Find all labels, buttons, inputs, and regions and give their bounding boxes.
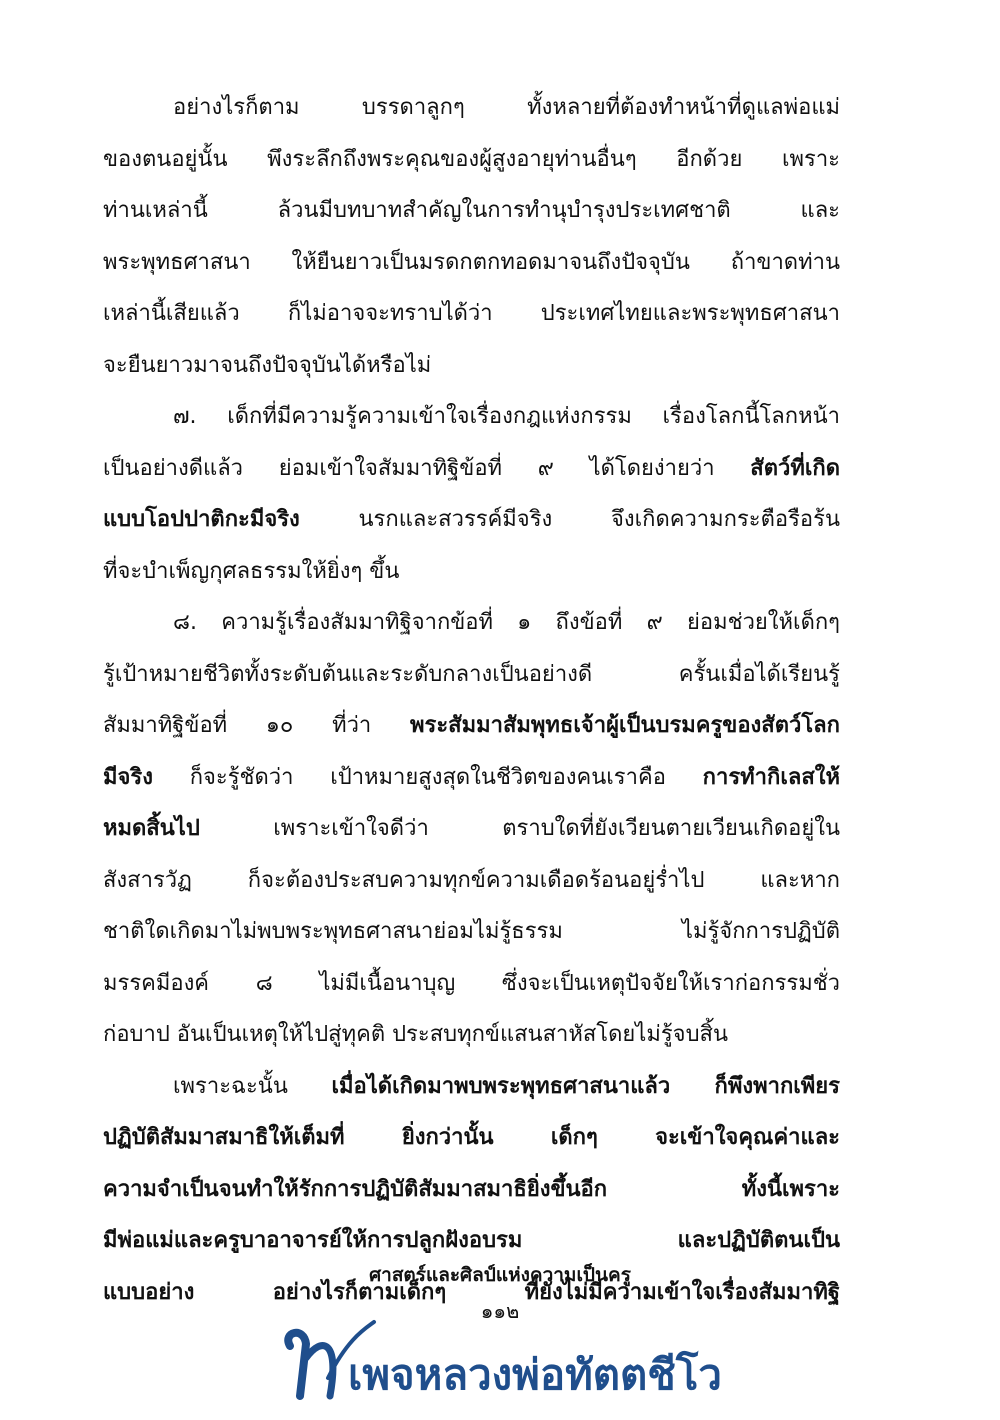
text-line xyxy=(103,1061,840,1113)
text-line: ปฏิบัติสัมมาสมาธิให้เต็มที่ ยิ่งกว่านั้น เด็กๆ จะเข้าใจคุณค่าและ xyxy=(103,1125,840,1150)
bold-phrase: เมื่อได้เกิดมาพบพระพุทธศาสนาแล้ว ก็พึงพากเพียร xyxy=(331,1073,840,1099)
text-line: พระพุทธศาสนา ให้ยืนยาวเป็นมรดกตกทอดมาจนถึงปัจจุบัน ถ้าขาดท่าน xyxy=(103,249,840,275)
bold-phrase: แบบโอปปาติกะมีจริง xyxy=(103,507,300,532)
text-line xyxy=(103,752,840,804)
text-line: มีพ่อแม่และครูบาอาจารย์ให้การปลูกฝังอบรม และปฏิบัติตนเป็น xyxy=(103,1228,840,1253)
text-span: ก็จะรู้ชัดว่า เป้าหมายสูงสุดในชีวิตของคนเราคือ xyxy=(152,764,703,790)
text-span: สัมมาทิฐิข้อที่ ๑๐ ที่ว่า xyxy=(103,713,411,738)
text-line: อย่างไรก็ตาม บรรดาลูกๆ ทั้งหลายที่ต้องทำหน้าที่ดูแลพ่อแม่ xyxy=(173,95,840,120)
text-line: ท่านเหล่านี้ ล้วนมีบทบาทสำคัญในการทำนุบำรุงประเทศชาติ และ xyxy=(103,198,840,223)
text-line: ๘. ความรู้เรื่องสัมมาทิฐิจากข้อที่ ๑ ถึงข้อที่ ๙ ย่อมช่วยให้เด็กๆ xyxy=(173,610,840,635)
bold-phrase: มีจริง xyxy=(103,764,153,790)
text-span: เพราะเข้าใจดีว่า ตราบใดที่ยังเวียนตายเวียนเกิดอยู่ใน xyxy=(199,816,840,841)
text-line: มรรคมีองค์ ๘ ไม่มีเนื้อนาบุญ ซึ่งจะเป็นเหตุปัจจัยให้เราก่อกรรมชั่ว xyxy=(103,970,840,996)
book-title: ศาสตร์และศิลป์แห่งความเป็นครู xyxy=(369,1264,631,1286)
bold-phrase: พระสัมมาสัมพุทธเจ้าผู้เป็นบรมครูของสัตว์โลก xyxy=(410,713,840,738)
text-line: ของตนอยู่นั้น พึงระลึกถึงพระคุณของผู้สูงอายุท่านอื่นๆ อีกด้วย เพราะ xyxy=(103,146,840,172)
text-line: ชาติใดเกิดมาไม่พบพระพุทธศาสนาย่อมไม่รู้ธรรม ไม่รู้จักการปฏิบัติ xyxy=(103,919,840,944)
text-span: นรกและสวรรค์มีจริง จึงเกิดความกระตือรือร้น xyxy=(299,507,840,532)
page-number: ๑๑๒ xyxy=(480,1299,520,1323)
text-line: แบบอย่าง อย่างไรก็ตามเด็กๆ ที่ยังไม่มีความเข้าใจเรื่องสัมมาทิฐิ xyxy=(103,1279,840,1305)
text-line: จะยืนยาวมาจนถึงปัจจุบันได้หรือไม่ xyxy=(103,352,432,378)
text-line xyxy=(103,443,840,495)
text-line xyxy=(103,494,840,546)
brand-name: เพจหลวงพ่อทัตตชีโว xyxy=(348,1350,722,1399)
text-line: รู้เป้าหมายชีวิตทั้งระดับต้นและระดับกลางเป็นอย่างดี ครั้นเมื่อได้เรียนรู้ xyxy=(103,661,840,687)
bold-phrase: หมดสิ้นไป xyxy=(103,816,200,841)
brand-logo xyxy=(270,1318,740,1408)
text-span: เป็นอย่างดีแล้ว ย่อมเข้าใจสัมมาทิฐิข้อที่ ๙ ได้โดยง่ายว่า xyxy=(103,455,751,481)
text-line xyxy=(103,803,840,855)
text-span: เพราะฉะนั้น xyxy=(173,1073,332,1099)
text-line: สังสารวัฏ ก็จะต้องประสบความทุกข์ความเดือดร้อนอยู่ร่ำไป และหาก xyxy=(103,867,840,893)
bold-phrase: การทำกิเลสให้ xyxy=(702,764,840,790)
text-line xyxy=(103,700,840,752)
text-line: ก่อบาป อันเป็นเหตุให้ไปสู่ทุคติ ประสบทุกข์แสนสาหัสโดยไม่รู้จบสิ้น xyxy=(103,1022,729,1047)
body-text xyxy=(103,82,840,1318)
text-line: เหล่านี้เสียแล้ว ก็ไม่อาจจะทราบได้ว่า ประเทศไทยและพระพุทธศาสนา xyxy=(103,301,840,326)
text-line: ที่จะบำเพ็ญกุศลธรรมให้ยิ่งๆ ขึ้น xyxy=(103,558,400,584)
bold-phrase: สัตว์ที่เกิด xyxy=(750,455,840,481)
text-line: ความจำเป็นจนทำให้รักการปฏิบัติสัมมาสมาธิยิ่งขึ้นอีก ทั้งนี้เพราะ xyxy=(103,1176,840,1202)
text-line: ๗. เด็กที่มีความรู้ความเข้าใจเรื่องกฎแห่งกรรม เรื่องโลกนี้โลกหน้า xyxy=(173,404,840,429)
